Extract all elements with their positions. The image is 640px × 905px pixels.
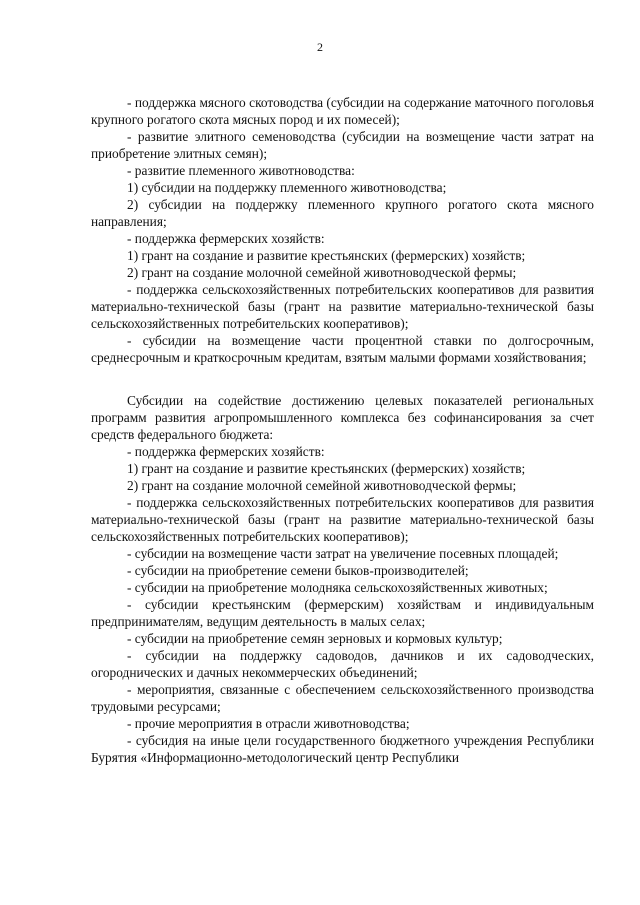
paragraph: - развитие племенного животноводства: — [127, 163, 355, 178]
paragraph: - развитие элитного семеноводства (субсидии на возмещение части затрат на приобретение элитных семян); — [91, 129, 594, 161]
section-heading-paragraph: Субсидии на содействие достижению целевых показателей региональных программ развития агропромышленного комплекса без софинансирования за счет средств федерального бюджета: — [91, 393, 594, 442]
paragraph: - субсидии на приобретение семян зерновых и кормовых культур; — [127, 631, 503, 646]
paragraph: - поддержка сельскохозяйственных потребительских кооперативов для развития материально-технической базы (грант на развитие материально-технической базы сельскохозяйственных потребительских кооперативов); — [91, 282, 594, 331]
paragraph: 1) грант на создание и развитие крестьянских (фермерских) хозяйств; — [127, 248, 526, 263]
page-number: 2 — [317, 40, 323, 54]
paragraph: - субсидии крестьянским (фермерским) хозяйствам и индивидуальным предпринимателям, ведущим деятельность в малых селах; — [91, 597, 594, 629]
paragraph: - поддержка фермерских хозяйств: — [127, 231, 325, 246]
paragraph: - субсидии на возмещение части затрат на увеличение посевных площадей; — [127, 546, 559, 561]
document-body — [91, 94, 594, 766]
section-spacer — [91, 366, 594, 392]
paragraph: 2) субсидии на поддержку племенного крупного рогатого скота мясного направления; — [91, 197, 594, 229]
paragraph: - субсидии на возмещение части процентной ставки по долгосрочным, среднесрочным и краткосрочным кредитам, взятым малыми формами хозяйствования; — [91, 333, 594, 365]
paragraph: 2) грант на создание молочной семейной животноводческой фермы; — [127, 265, 517, 280]
paragraph: - поддержка мясного скотоводства (субсидии на содержание маточного поголовья крупного рогатого скота мясных пород и их помесей); — [91, 95, 594, 127]
paragraph: - субсидия на иные цели государственного бюджетного учреждения Республики Бурятия «Информационно-методологический центр Республики — [91, 733, 594, 765]
paragraph: - субсидии на поддержку садоводов, дачников и их садоводческих, огороднических и дачных некоммерческих объединений; — [91, 648, 594, 680]
paragraph: 2) грант на создание молочной семейной животноводческой фермы; — [127, 478, 517, 493]
paragraph: - прочие мероприятия в отрасли животноводства; — [127, 716, 410, 731]
paragraph: - мероприятия, связанные с обеспечением сельскохозяйственного производства трудовыми ресурсами; — [91, 682, 594, 714]
paragraph: 1) субсидии на поддержку племенного животноводства; — [127, 180, 447, 195]
paragraph: - поддержка фермерских хозяйств: — [127, 444, 325, 459]
paragraph: - субсидии на приобретение молодняка сельскохозяйственных животных; — [127, 580, 548, 595]
paragraph: 1) грант на создание и развитие крестьянских (фермерских) хозяйств; — [127, 461, 526, 476]
paragraph: - поддержка сельскохозяйственных потребительских кооперативов для развития материально-технической базы (грант на развитие материально-технической базы сельскохозяйственных потребительских кооперативов); — [91, 495, 594, 544]
paragraph: - субсидии на приобретение семени быков-производителей; — [127, 563, 469, 578]
